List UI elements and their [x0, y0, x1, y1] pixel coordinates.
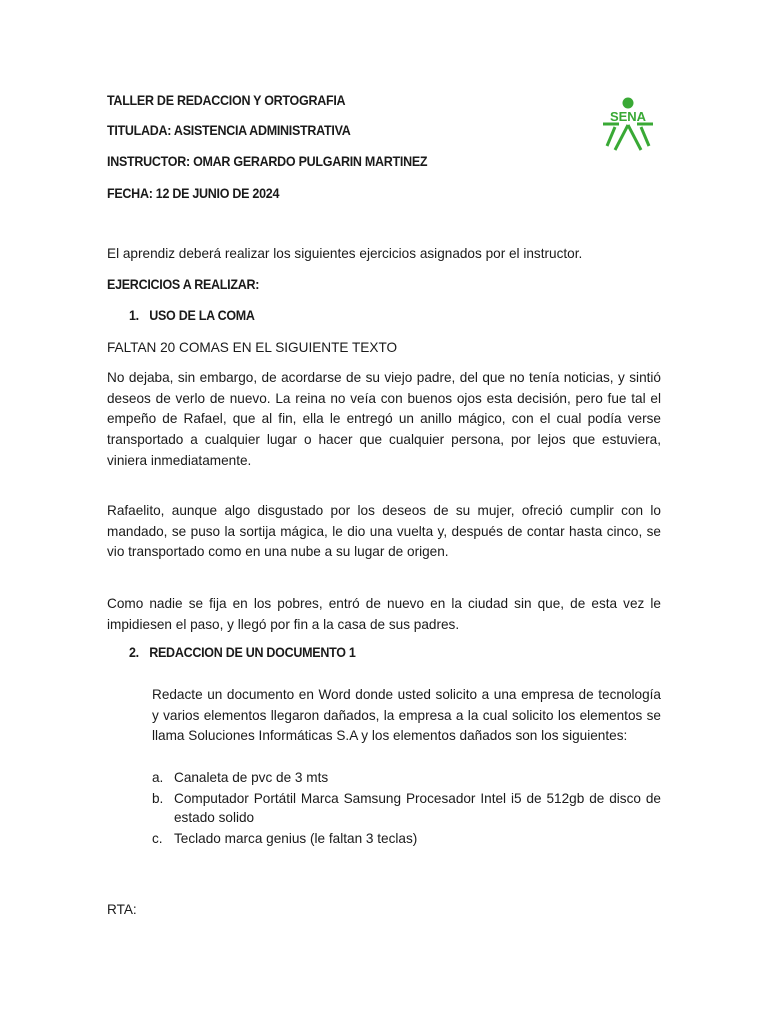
list-item-text: Teclado marca genius (le faltan 3 teclas) [174, 831, 418, 846]
list-item-text: Canaleta de pvc de 3 mts [174, 770, 329, 785]
paragraph-1: No dejaba, sin embargo, de acordarse de su viejo padre, del que no tenía noticias, y sintió deseos de verlo de nuevo. La reina no veía con buenos ojos esta decisión, pero fue tal el empeño de Rafael, que al fin, ella le entregó un anillo mágico, con el cual podía verse transportado a cualquier lugar o hacer que cualquier persona, por lejos que estuviera, viniera inmediatamente. [107, 370, 661, 468]
instructor-line: INSTRUCTOR: OMAR GERARDO PULGARIN MARTINEZ [107, 154, 428, 169]
list-item [152, 768, 661, 787]
section-2-number: 2. [129, 645, 139, 660]
section-2-title: REDACCION DE UN DOCUMENTO 1 [149, 645, 356, 660]
list-marker: a. [152, 770, 164, 785]
program-line: TITULADA: ASISTENCIA ADMINISTRATIVA [107, 123, 351, 138]
answer-label: RTA: [107, 902, 137, 917]
section-1-heading [129, 308, 255, 323]
list-item [152, 789, 661, 827]
section-1-instruction: FALTAN 20 COMAS EN EL SIGUIENTE TEXTO [107, 340, 398, 355]
paragraph-2: Rafaelito, aunque algo disgustado por los deseos de su mujer, ofreció cumplir con lo mandado, se puso la sortija mágica, le dio una vuelta y, después de contar hasta cinco, se vio transportado como en una nube a su lugar de origen. [107, 503, 661, 560]
list-item [152, 829, 661, 848]
section-1-number: 1. [129, 308, 139, 323]
course-title: TALLER DE REDACCION Y ORTOGRAFIA [107, 93, 346, 108]
list-marker: b. [152, 791, 164, 806]
exercises-heading: EJERCICIOS A REALIZAR: [107, 277, 260, 292]
svg-text:SENA: SENA [609, 109, 647, 124]
list-item-text: Computador Portátil Marca Samsung Procesador Intel i5 de 512gb de disco de estado solido [174, 791, 661, 825]
section-2-body: Redacte un documento en Word donde usted solicito a una empresa de tecnología y varios elementos llegaron dañados, la empresa a la cual solicito los elementos se llama Soluciones Informáticas S.A y los elementos dañados son los siguientes: [152, 687, 661, 744]
sena-logo [597, 94, 659, 156]
list-marker: c. [152, 831, 163, 846]
date-line: FECHA: 12 DE JUNIO DE 2024 [107, 186, 280, 201]
section-1-title: USO DE LA COMA [149, 308, 255, 323]
paragraph-3: Como nadie se fija en los pobres, entró de nuevo en la ciudad sin que, de esta vez le impidiesen el paso, y llegó por fin a la casa de sus padres. [107, 596, 661, 632]
section-2-heading [129, 645, 356, 660]
intro-text: El aprendiz deberá realizar los siguientes ejercicios asignados por el instructor. [107, 246, 583, 261]
